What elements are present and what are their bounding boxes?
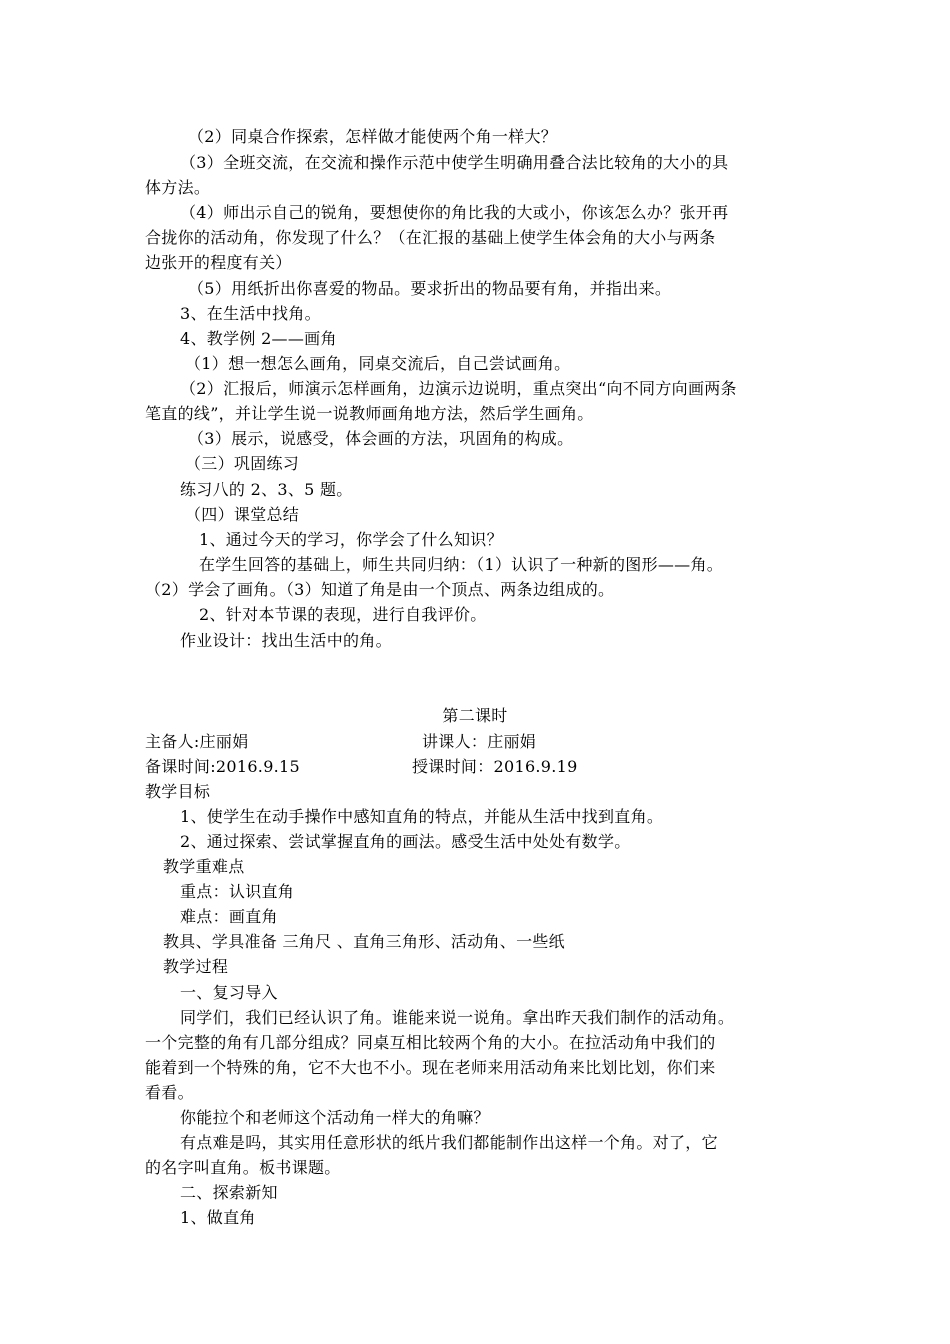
text-line: 作业设计：找出生活中的角。	[180, 631, 392, 650]
text-line: 你能拉个和老师这个活动角一样大的角嘛？	[180, 1108, 490, 1127]
text-line: 2、通过探索、尝试掌握直角的画法。感受生活中处处有数学。	[180, 832, 631, 851]
section-heading: 教学目标	[145, 782, 211, 801]
text-line: 边张开的程度有关）	[145, 253, 292, 272]
text-line: 在学生回答的基础上，师生共同归纳：（1）认识了一种新的图形——角。	[199, 555, 724, 574]
text-line: 体方法。	[145, 178, 211, 197]
text-line: 笔直的线”，并让学生说一说教师画角地方法，然后学生画角。	[145, 404, 594, 423]
section-heading: 教学过程	[163, 957, 229, 976]
text-line: 4、教学例 2——画角	[180, 329, 337, 348]
text-line: 一个完整的角有几部分组成？同桌互相比较两个角的大小。在拉活动角中我们的	[145, 1033, 716, 1052]
text-line: 教具、学具准备 三角尺 、直角三角形、活动角、一些纸	[163, 932, 565, 951]
preparer: 主备人:庄丽娟	[145, 732, 249, 751]
lecturer: 讲课人：庄丽娟	[422, 732, 537, 751]
section-heading: 教学重难点	[163, 857, 245, 876]
prep-time: 备课时间:2016.9.15	[145, 757, 301, 776]
text-line: 合拢你的活动角，你发现了什么？（在汇报的基础上使学生体会角的大小与两条	[145, 228, 716, 247]
text-line: 练习八的 2、3、5 题。	[180, 480, 353, 499]
text-line: 同学们，我们已经认识了角。谁能来说一说角。拿出昨天我们制作的活动角。	[180, 1008, 735, 1027]
text-line: （4）师出示自己的锐角，要想使你的角比我的大或小，你该怎么办？张开再	[180, 203, 729, 222]
section-heading: （三）巩固练习	[185, 454, 300, 473]
section-heading: 二、探索新知	[180, 1183, 278, 1202]
text-line: 难点：画直角	[180, 907, 278, 926]
text-line: （1）想一想怎么画角，同桌交流后，自己尝试画角。	[185, 354, 571, 373]
text-line: 看看。	[145, 1083, 194, 1102]
text-line: （5）用纸折出你喜爱的物品。要求折出的物品要有角，并指出来。	[188, 279, 672, 298]
text-line: 能着到一个特殊的角，它不大也不小。现在老师来用活动角来比划比划，你们来	[145, 1058, 716, 1077]
text-line: （2）汇报后，师演示怎样画角，边演示边说明，重点突出“向不同方向画两条	[180, 379, 737, 398]
section-heading: （四）课堂总结	[185, 505, 300, 524]
section-heading: 一、复习导入	[180, 983, 278, 1002]
text-line: 有点难是吗，其实用任意形状的纸片我们都能制作出这样一个角。对了，它	[180, 1133, 718, 1152]
lesson-title: 第二课时	[442, 706, 508, 725]
teach-time: 授课时间：2016.9.19	[412, 757, 578, 776]
text-line: 的名字叫直角。板书课题。	[145, 1158, 341, 1177]
text-line: 3、在生活中找角。	[180, 304, 321, 323]
text-line: （3）展示，说感受，体会画的方法，巩固角的构成。	[188, 429, 574, 448]
text-line: 重点：认识直角	[180, 882, 295, 901]
text-line: （3）全班交流，在交流和操作示范中使学生明确用叠合法比较角的大小的具	[180, 153, 729, 172]
text-line: （2）学会了画角。（3）知道了角是由一个顶点、两条边组成的。	[145, 580, 615, 599]
text-line: 1、使学生在动手操作中感知直角的特点，并能从生活中找到直角。	[180, 807, 664, 826]
text-line: 1、通过今天的学习，你学会了什么知识？	[199, 530, 503, 549]
text-line: 2、针对本节课的表现，进行自我评价。	[199, 605, 487, 624]
text-line: （2）同桌合作探索，怎样做才能使两个角一样大？	[188, 127, 558, 146]
text-line: 1、做直角	[180, 1208, 256, 1227]
